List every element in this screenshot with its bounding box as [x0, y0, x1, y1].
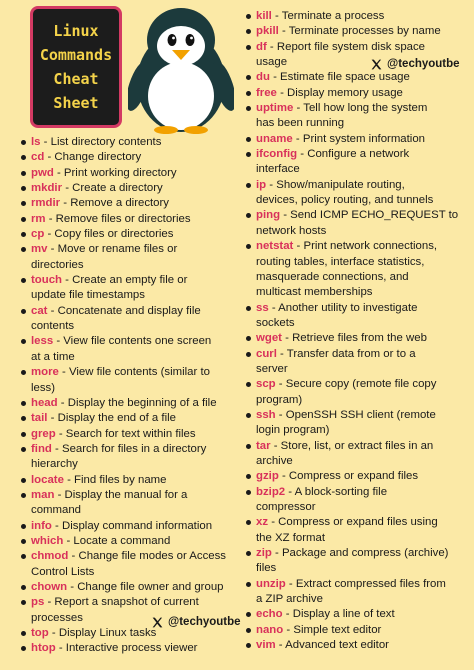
social-handle — [151, 615, 241, 629]
command-name: htop — [31, 642, 56, 655]
command-description: contents — [31, 320, 75, 333]
command-description: - Display command information — [51, 519, 213, 532]
command-description: - Change directory — [44, 151, 142, 164]
command-description: hierarchy — [31, 458, 78, 471]
command-description: - Another utility to investigate — [268, 301, 418, 314]
command-description: files — [256, 562, 277, 575]
command-name: ip — [256, 178, 267, 191]
command-name: head — [31, 396, 58, 409]
command-item-netstat — [246, 239, 470, 300]
command-description: - Display the end of a file — [47, 412, 176, 425]
title-line: Cheat — [53, 70, 99, 88]
social-handle — [370, 57, 460, 71]
command-item-more — [21, 365, 241, 396]
command-item-rmdir — [21, 196, 241, 211]
command-item-htop — [21, 641, 241, 656]
command-description: - Display the beginning of a file — [57, 396, 217, 409]
social-handle-text: @techyoutbe — [168, 616, 241, 628]
command-description: compressor — [256, 501, 316, 513]
command-item-pkill — [246, 24, 470, 39]
command-description: - Compress or expand files using — [268, 516, 438, 529]
command-name: man — [31, 488, 55, 501]
command-description: devices, policy routing, and tunnels — [256, 194, 434, 207]
command-description: - Locate a command — [63, 534, 171, 547]
command-name: ss — [256, 301, 269, 314]
command-item-bzip2 — [246, 485, 470, 516]
command-description: usage — [256, 56, 288, 69]
command-item-less — [21, 334, 241, 365]
command-name: less — [31, 335, 54, 348]
command-name: unzip — [256, 577, 286, 590]
command-description: at a time — [31, 350, 75, 363]
title-box — [30, 6, 122, 128]
command-description: - Search for files in a directory — [51, 442, 207, 455]
command-description: - Extract compressed files from — [285, 577, 446, 590]
title-line: Commands — [39, 46, 113, 64]
x-logo-icon — [370, 58, 383, 71]
command-name: ifconfig — [256, 148, 298, 161]
command-description: - Copy files or directories — [44, 228, 174, 241]
command-description: - Estimate file space usage — [269, 71, 410, 84]
command-description: - List directory contents — [40, 136, 162, 148]
command-description: - View file contents (similar to — [58, 366, 210, 379]
command-item-chmod — [21, 549, 241, 580]
command-item-uptime — [246, 101, 470, 132]
command-name: chmod — [31, 550, 69, 563]
command-description: archive — [256, 454, 293, 467]
left-command-list — [21, 135, 241, 657]
command-description: - Change file modes or Access — [68, 550, 226, 563]
command-description: Control Lists — [31, 565, 95, 578]
command-item-xz — [246, 515, 470, 546]
command-description: update file timestamps — [31, 289, 145, 302]
command-description: - View file contents one screen — [53, 335, 212, 348]
command-item-pwd — [21, 166, 241, 181]
command-item-tail — [21, 411, 241, 426]
command-item-info — [21, 519, 241, 534]
command-description: routing tables, interface statistics, — [256, 255, 425, 268]
command-item-man — [21, 488, 241, 519]
command-name: uname — [256, 132, 293, 145]
command-item-ls — [21, 135, 241, 150]
command-item-cp — [21, 227, 241, 242]
command-item-find — [21, 442, 241, 473]
command-item-mv — [21, 242, 241, 273]
command-item-du — [246, 70, 470, 85]
command-item-ssh — [246, 408, 470, 439]
command-description: - Configure a network — [297, 148, 410, 161]
command-name: cd — [31, 151, 45, 164]
command-description: - Show/manipulate routing, — [266, 178, 405, 191]
command-description: network hosts — [256, 224, 327, 237]
social-handle-text: @techyoutbe — [387, 58, 460, 70]
command-item-scp — [246, 377, 470, 408]
command-description: interface — [256, 163, 300, 176]
command-item-ping — [246, 208, 470, 239]
command-name: rm — [31, 212, 46, 225]
command-item-chown — [21, 580, 241, 595]
command-description: - Move or rename files or — [47, 243, 178, 256]
command-name: locate — [31, 473, 64, 486]
command-description: masquerade connections, and — [256, 270, 409, 283]
command-description: the XZ format — [256, 531, 326, 544]
command-name: tar — [256, 439, 271, 452]
command-name: bzip2 — [256, 485, 286, 498]
command-description: - Find files by name — [63, 473, 167, 486]
command-name: ping — [256, 209, 281, 222]
command-name: cp — [31, 228, 45, 241]
command-description: - Transfer data from or to a — [276, 347, 416, 360]
command-description: - Search for text within files — [55, 427, 196, 440]
command-description: - Tell how long the system — [293, 102, 428, 115]
command-item-grep — [21, 427, 241, 442]
command-name: zip — [256, 547, 272, 560]
command-name: free — [256, 86, 277, 99]
command-item-ifconfig — [246, 147, 470, 178]
command-item-which — [21, 534, 241, 549]
command-name: tail — [31, 412, 48, 425]
command-name: which — [31, 534, 64, 547]
command-description: - Retrieve files from the web — [281, 332, 427, 345]
command-item-ss — [246, 301, 470, 332]
command-name: cat — [31, 304, 48, 317]
right-command-list — [246, 9, 470, 653]
command-name: chown — [31, 580, 68, 593]
command-description: - Change file owner and group — [67, 580, 224, 593]
command-name: grep — [31, 427, 56, 440]
command-name: vim — [256, 639, 276, 652]
command-description: server — [256, 362, 288, 375]
command-description: - Remove files or directories — [45, 212, 191, 225]
command-name: mv — [31, 243, 48, 256]
command-description: - Create an empty file or — [62, 274, 188, 287]
command-name: ps — [31, 596, 45, 609]
command-name: curl — [256, 347, 277, 360]
title-line: Sheet — [53, 94, 99, 112]
command-name: pwd — [31, 166, 54, 179]
command-description: - Terminate processes by name — [278, 25, 441, 38]
command-description: sockets — [256, 316, 295, 329]
command-description: - Report file system disk space — [266, 40, 426, 53]
command-description: - Print system information — [292, 132, 426, 145]
command-item-kill — [246, 9, 470, 24]
command-description: - Terminate a process — [271, 10, 385, 22]
command-description: - Print network connections, — [293, 240, 438, 253]
command-item-rm — [21, 212, 241, 227]
command-name: xz — [256, 516, 269, 529]
command-description: - Send ICMP ECHO_REQUEST to — [280, 209, 459, 222]
command-name: netstat — [256, 240, 294, 253]
command-description: less) — [31, 381, 56, 394]
command-name: ls — [31, 136, 41, 148]
command-item-mkdir — [21, 181, 241, 196]
command-description: - Compress or expand files — [278, 470, 419, 483]
command-description: - Simple text editor — [283, 623, 382, 636]
command-item-wget — [246, 331, 470, 346]
command-item-cat — [21, 304, 241, 335]
command-description: a ZIP archive — [256, 593, 323, 606]
command-item-free — [246, 86, 470, 101]
command-name: scp — [256, 378, 276, 391]
command-name: gzip — [256, 470, 279, 483]
command-description: - OpenSSH SSH client (remote — [275, 408, 436, 421]
command-description: - Advanced text editor — [275, 639, 389, 652]
command-item-gzip — [246, 469, 470, 484]
command-item-ip — [246, 178, 470, 209]
command-description: - Package and compress (archive) — [271, 547, 449, 560]
command-name: mkdir — [31, 182, 63, 195]
command-item-tar — [246, 439, 470, 470]
command-description: - Secure copy (remote file copy — [275, 378, 437, 391]
title-line: Linux — [53, 22, 99, 40]
command-item-echo — [246, 607, 470, 622]
command-item-nano — [246, 623, 470, 638]
command-description: - Display a line of text — [282, 608, 395, 621]
command-name: uptime — [256, 102, 294, 115]
x-logo-icon — [151, 616, 164, 629]
command-description: - Report a snapshot of current — [44, 596, 199, 609]
command-item-head — [21, 396, 241, 411]
command-name: echo — [256, 608, 283, 621]
command-name: kill — [256, 10, 272, 22]
command-description: multicast memberships — [256, 286, 373, 299]
command-description: - Remove a directory — [60, 197, 170, 210]
command-description: - Display Linux tasks — [48, 627, 157, 639]
command-name: du — [256, 71, 270, 84]
command-item-cd — [21, 150, 241, 165]
command-item-zip — [246, 546, 470, 577]
command-description: - Interactive process viewer — [55, 642, 198, 655]
command-name: df — [256, 40, 267, 53]
command-item-curl — [246, 347, 470, 378]
command-name: rmdir — [31, 197, 61, 210]
command-description: command — [31, 504, 82, 517]
command-item-vim — [246, 638, 470, 653]
command-name: find — [31, 442, 52, 455]
command-name: more — [31, 366, 59, 379]
command-name: touch — [31, 274, 63, 287]
command-name: wget — [256, 332, 282, 345]
command-description: processes — [31, 611, 83, 624]
command-description: login program) — [256, 424, 330, 437]
command-description: program) — [256, 393, 303, 406]
command-description: directories — [31, 258, 84, 271]
command-description: - Concatenate and display file — [47, 304, 201, 317]
command-name: ssh — [256, 408, 276, 421]
command-item-touch — [21, 273, 241, 304]
command-description: - A block-sorting file — [285, 485, 388, 498]
command-name: pkill — [256, 25, 279, 38]
command-item-locate — [21, 473, 241, 488]
command-description: - Display memory usage — [276, 86, 403, 99]
command-description: - Print working directory — [53, 166, 177, 179]
command-item-uname — [246, 132, 470, 147]
command-name: nano — [256, 623, 284, 636]
command-name: top — [31, 627, 49, 639]
command-item-unzip — [246, 577, 470, 608]
command-description: - Create a directory — [62, 182, 163, 195]
command-description: - Store, list, or extract files in an — [270, 439, 434, 452]
command-name: info — [31, 519, 52, 532]
command-description: - Display the manual for a — [54, 488, 188, 501]
command-description: has been running — [256, 117, 345, 130]
penguin-icon — [128, 4, 234, 134]
